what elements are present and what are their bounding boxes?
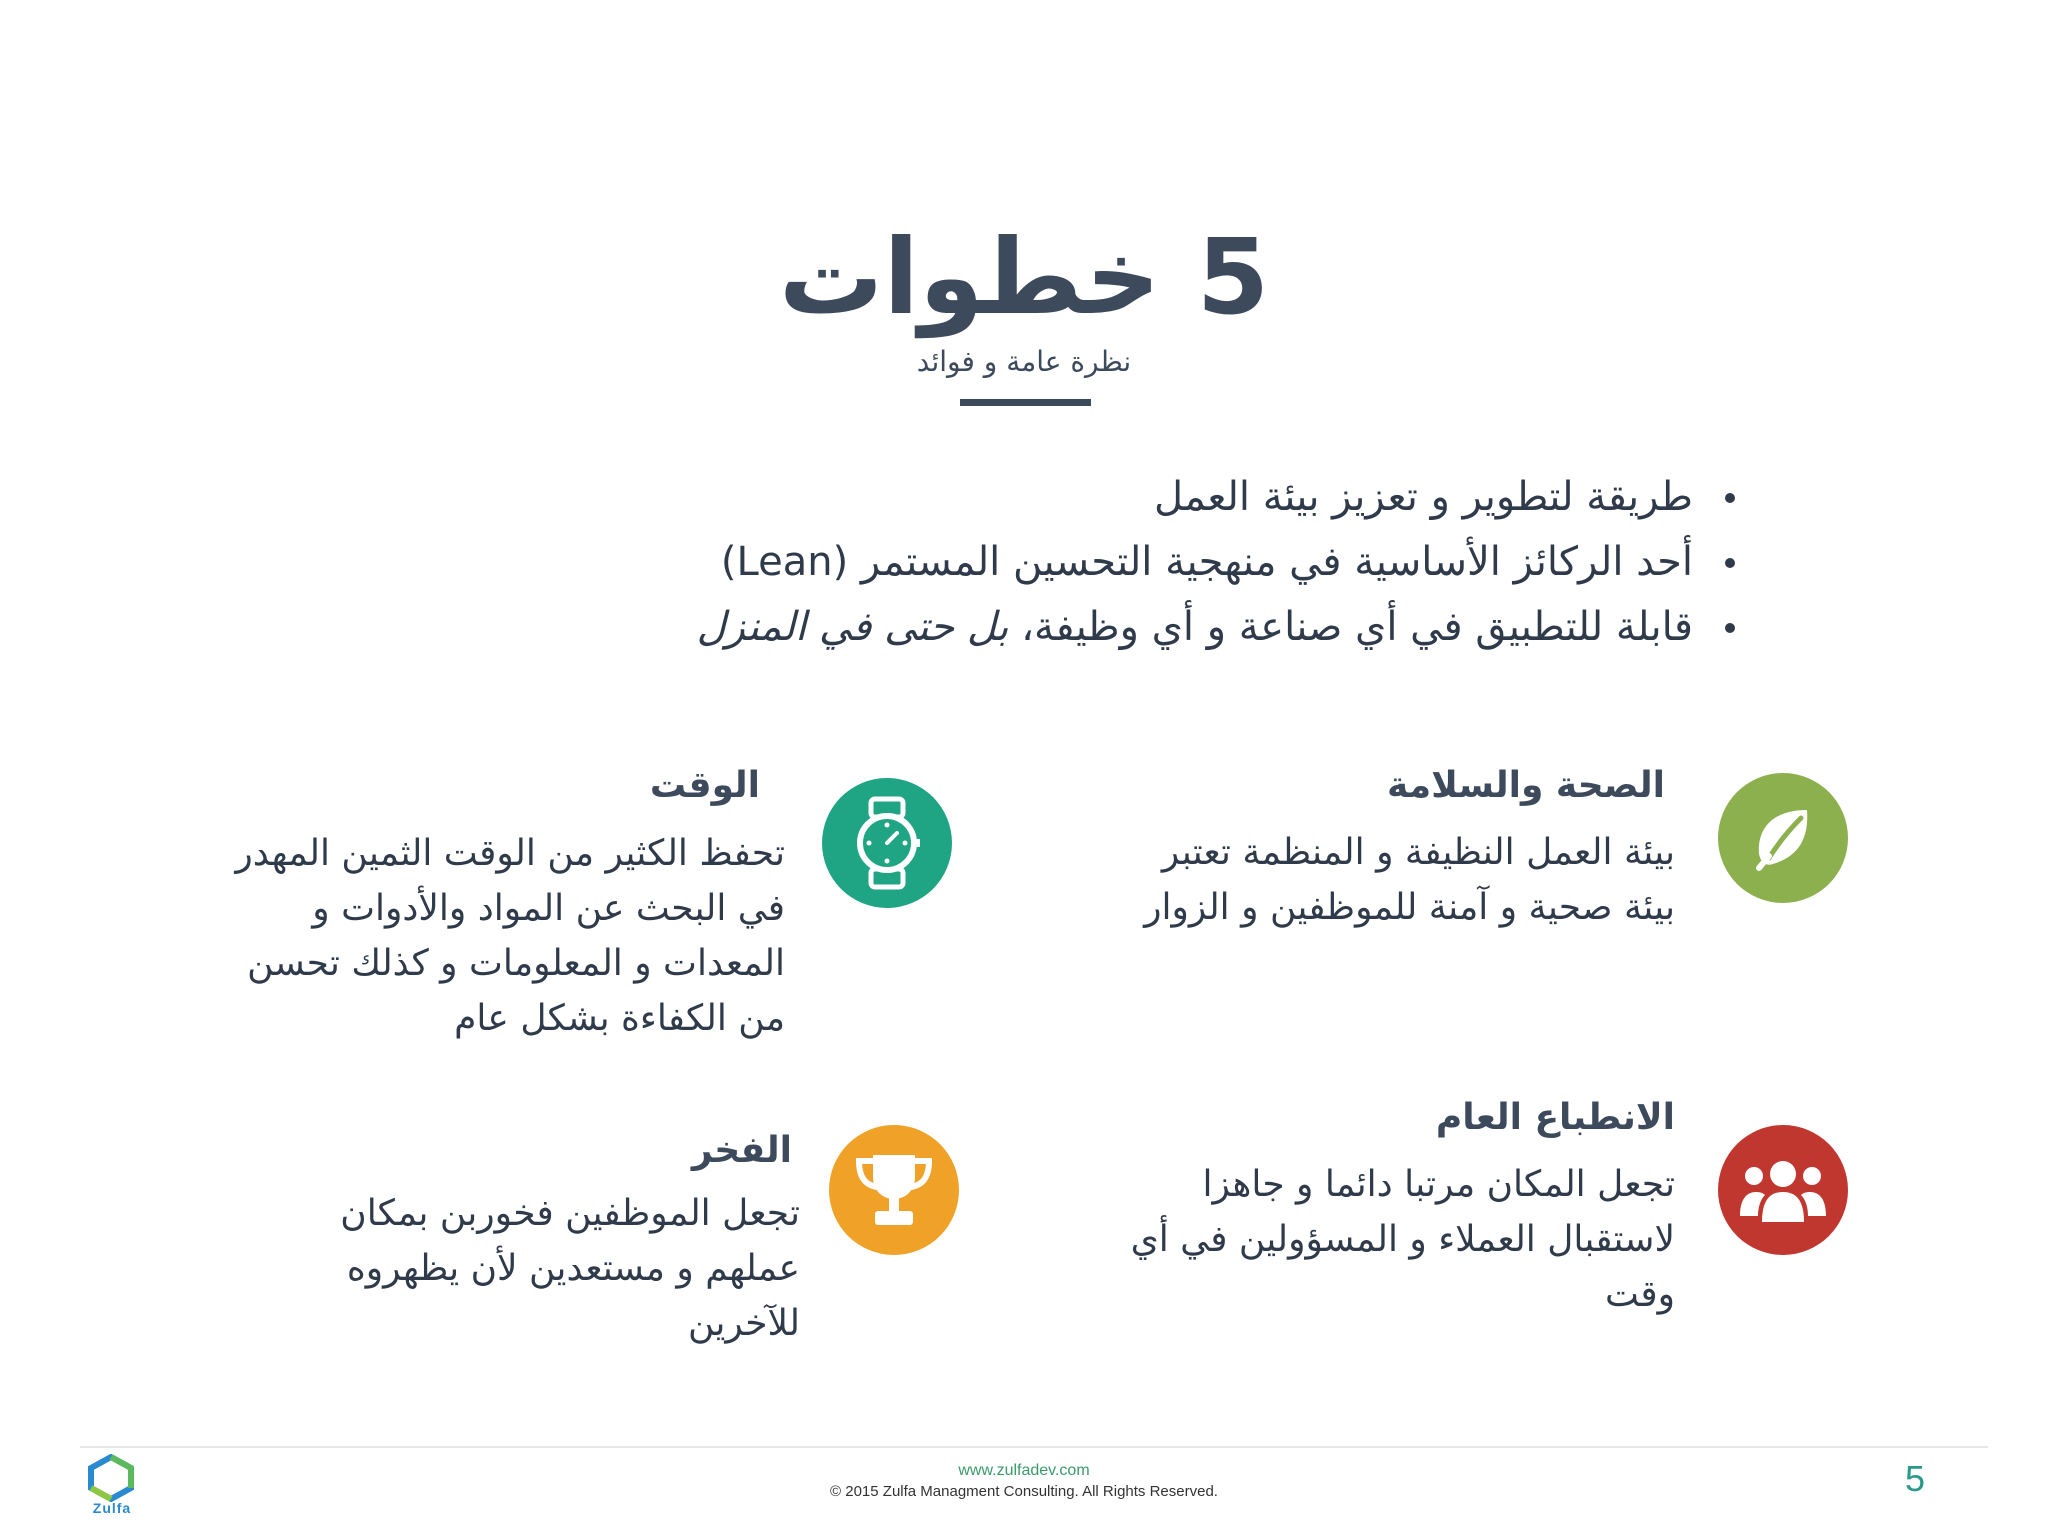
- bullet-text: قابلة للتطبيق في أي صناعة و أي وظيفة، بل حتى في المنزل: [696, 604, 1693, 650]
- bullet-text: أحد الركائز الأساسية في منهجية التحسين المستمر (Lean): [720, 539, 1693, 585]
- bullet-item: [696, 595, 1735, 660]
- trophy-icon: [829, 1125, 959, 1255]
- bullet-text: طريقة لتطوير و تعزيز بيئة العمل: [1154, 474, 1693, 520]
- bullet-dot: [1725, 623, 1735, 633]
- bullet-dot: [1725, 493, 1735, 503]
- slide-title: 5 خطوات: [778, 216, 1270, 338]
- leaf-icon: [1718, 773, 1848, 903]
- bullet-list: [696, 465, 1735, 660]
- impression-body: تجعل المكان مرتبا دائما و جاهزا لاستقبال العملاء و المسؤولين في أي وقت: [1130, 1164, 1675, 1315]
- bullet-item: [720, 530, 1735, 595]
- footer-url-link[interactable]: www.zulfadev.com: [958, 1462, 1090, 1479]
- group-icon: [1718, 1125, 1848, 1255]
- bullet-dot: [1725, 558, 1735, 568]
- bullet-emphasis: بل حتى في المنزل: [696, 604, 1009, 650]
- footer-divider: [80, 1446, 1988, 1448]
- time-body: تحفظ الكثير من الوقت الثمين المهدر في البحث عن المواد والأدوات و المعدات و المعلومات و كذلك تحسن من الكفاءة بشكل عام: [235, 833, 785, 1039]
- logo-text: Zulfa: [92, 1500, 132, 1516]
- footer-copyright: © 2015 Zulfa Managment Consulting. All Rights Reserved.: [830, 1483, 1218, 1500]
- time-heading: الوقت: [649, 765, 760, 806]
- page-number: 5: [1905, 1458, 1926, 1499]
- pride-body: تجعل الموظفين فخوربن بمكان عملهم و مستعدين لأن يظهروه للآخرين: [340, 1193, 800, 1344]
- slide-subtitle: نظرة عامة و فوائد: [916, 345, 1132, 378]
- health-body: بيئة العمل النظيفة و المنظمة تعتبر بيئة صحية و آمنة للموظفين و الزوار: [1144, 832, 1675, 928]
- pride-heading: الفخر: [691, 1130, 792, 1171]
- impression-heading: الانطباع العام: [1435, 1097, 1675, 1138]
- health-heading: الصحة والسلامة: [1387, 765, 1665, 806]
- bullet-item: [780, 465, 1735, 530]
- watch-icon: [822, 778, 952, 908]
- title-underline: [960, 399, 1091, 406]
